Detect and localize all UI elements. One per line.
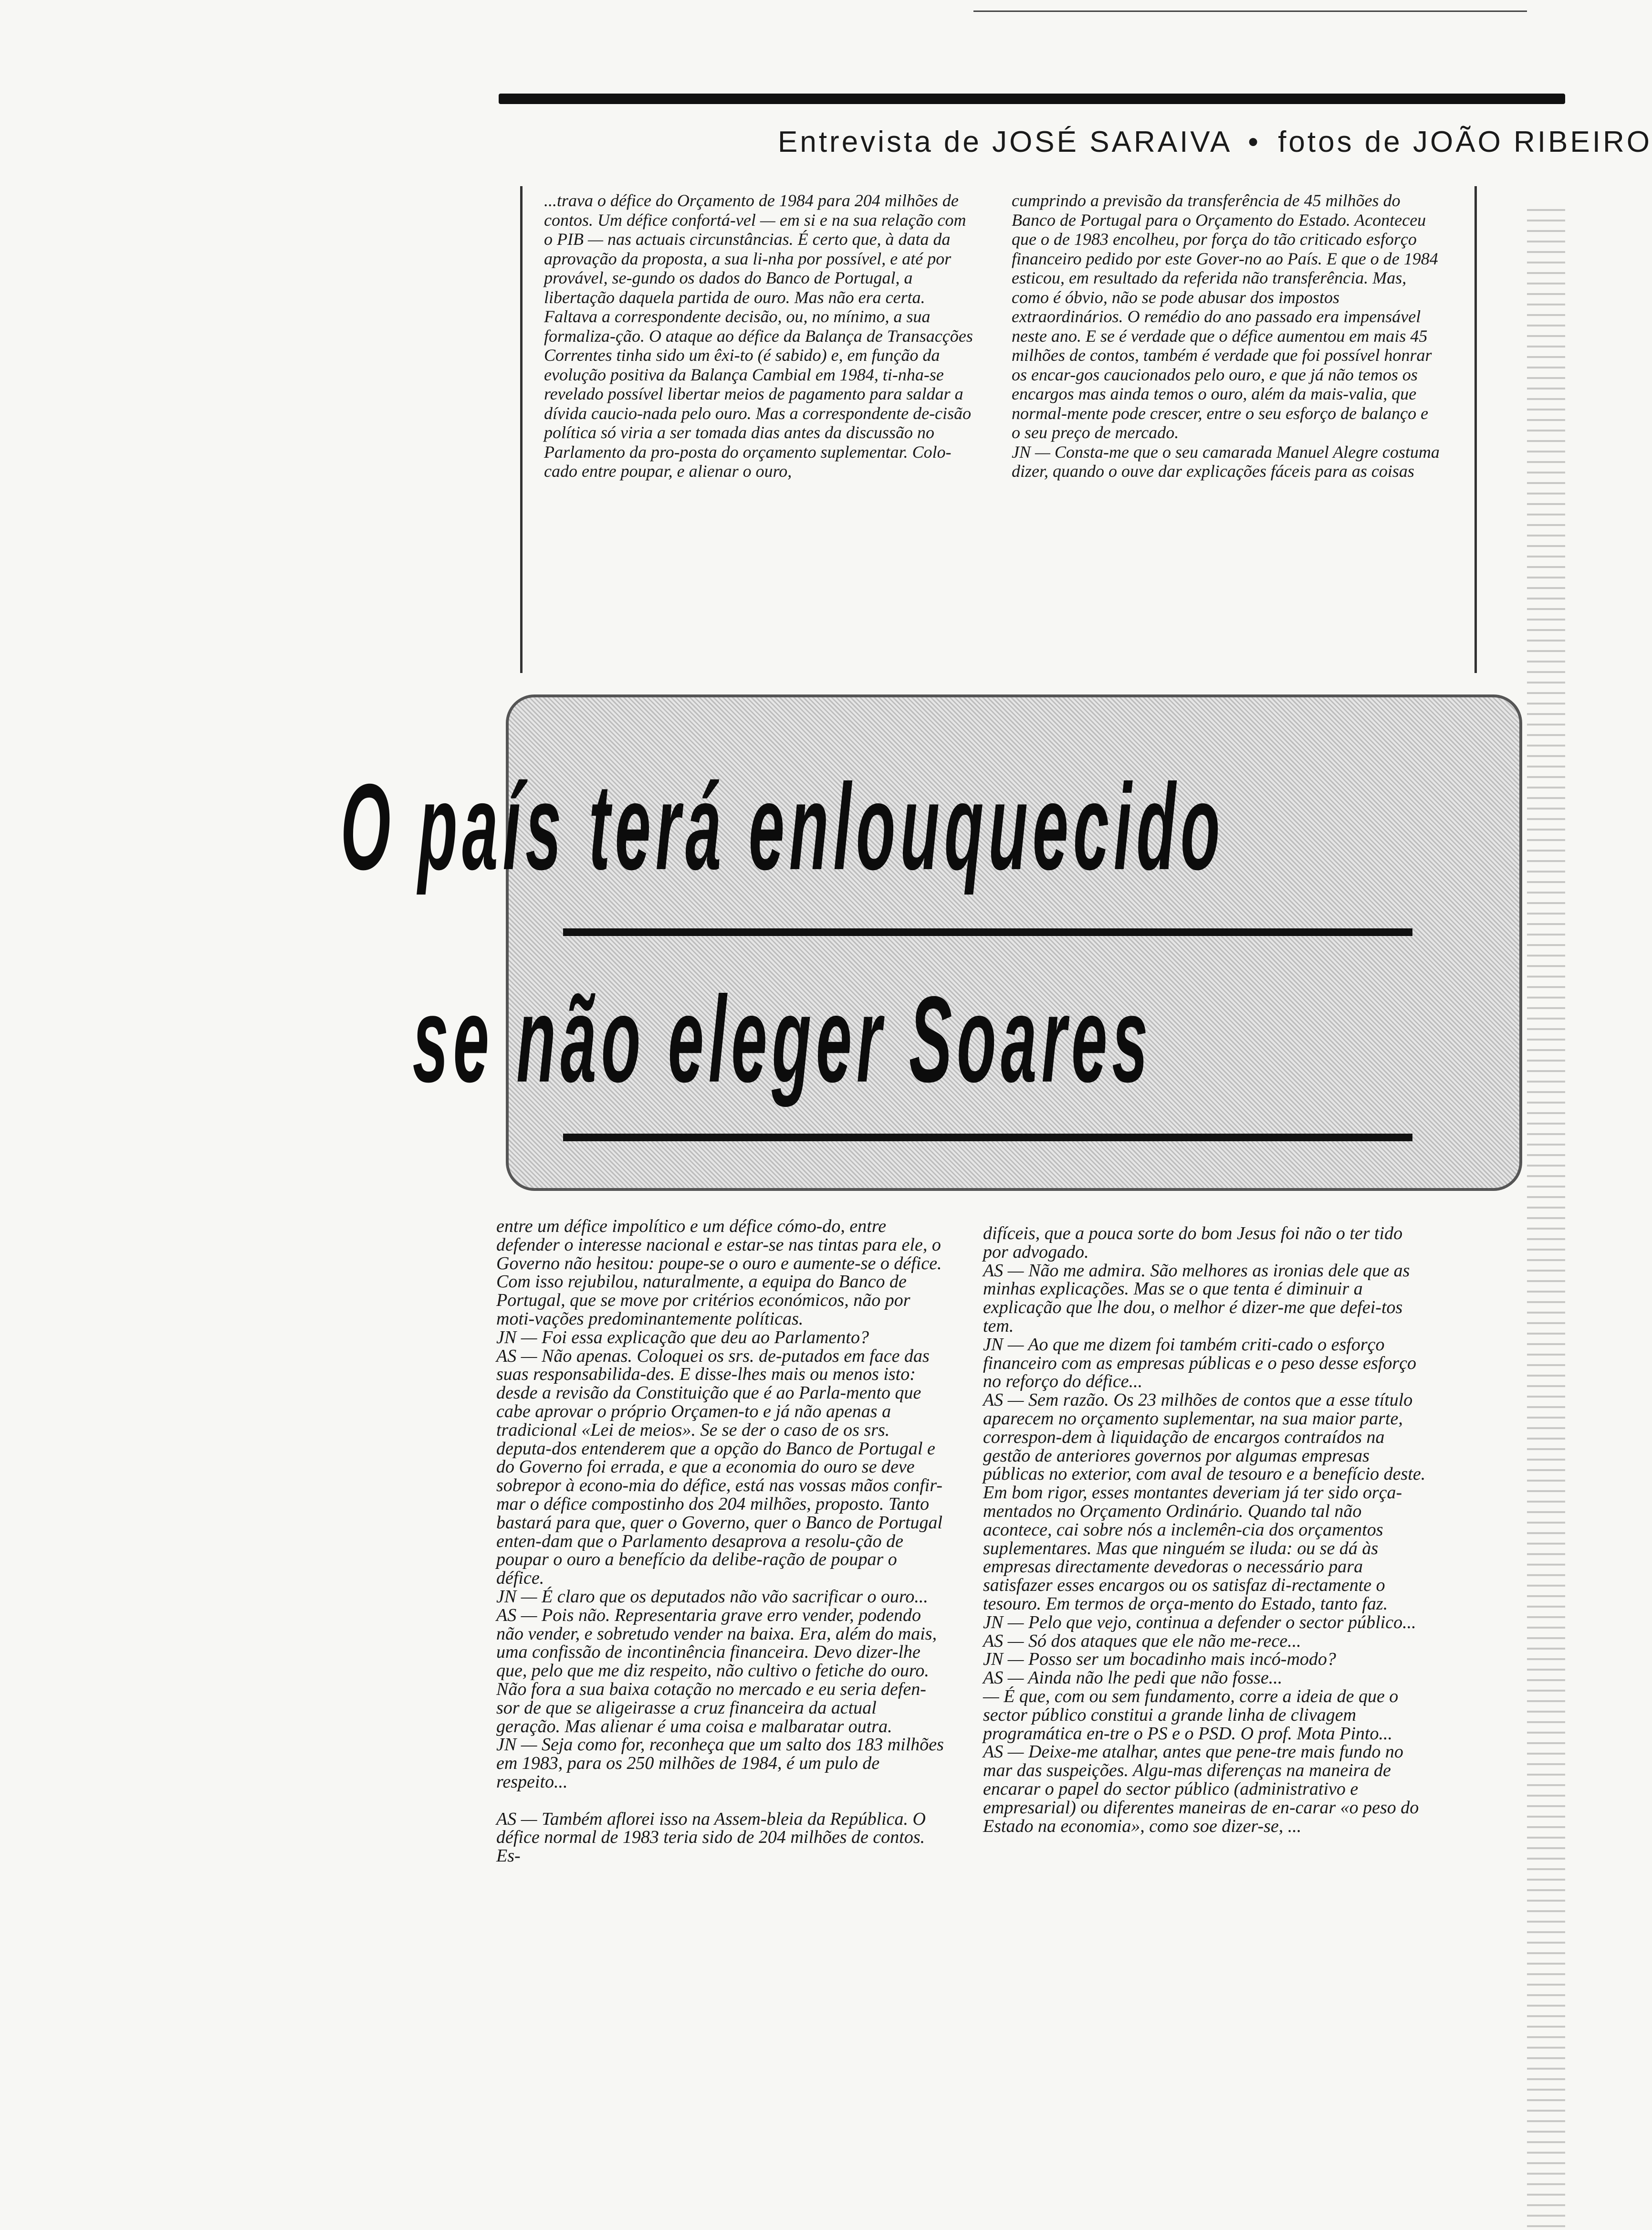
top-left-column: ...trava o défice do Orçamento de 1984 para 204 milhões de contos. Um défice confortá-vel — em si e na sua relação com o PIB — nas actuais circunstâncias. É certo que, à data da aprovação da proposta, a sua li-nha por possível, e até por provável, se-gundo os dados do Banco de Portugal, a libertação daquela partida de ouro. Mas não era certa. Faltava a correspondente decisão, ou, no mínimo, a sua formaliza-ção. O ataque ao défice da Balança de Transacções Correntes tinha sido um êxi-to (é sabido) e, em função da evolução positiva da Balança Cambial em 1984, ti-nha-se revelado possível libertar meios de pagamento para saldar a dívida caucio-nada pelo ouro. Mas a correspondente de-cisão política só viria a ser tomada dias antes da discussão no Parlamento da pro-posta do orçamento suplementar. Colo-cado entre poupar, e alienar o ouro,	[544, 191, 973, 481]
header-thick-rule	[499, 94, 1565, 104]
headline-divider-rule	[563, 928, 1412, 936]
bottom-left-column: entre um défice impolítico e um défice cómo-do, entre defender o interesse nacional e estar-se nas tintas para ele, o Governo não hesitou: poupe-se o ouro e aumente-se o défice. Com isso rejubilou, naturalmente, a equipa do Banco de Portugal, que se move por critérios económicos, não por moti-vações predominantemente políticas. JN — Foi essa explicação que deu ao Parlamento? AS — Não apenas. Coloquei os srs. de-putados em face das suas responsabilida-des. E disse-lhes mais ou menos isto: desde a revisão da Constituição que é ao Parla-mento que cabe aprovar o próprio Orçamen-to e já não apenas a tradicional «Lei de meios». Se se der o caso de os srs. deputa-dos entenderem que a opção do Banco de Portugal e do Governo foi errada, e que a economia do ouro se deve sobrepor à econo-mia do défice, está nas vossas mãos confir-mar o défice compostinho dos 204 milhões, proposto. Tanto bastará para que, quer o Governo, quer o Banco de Portugal enten-dam que o Parlamento desaprova a resolu-ção de poupar o ouro a benefício da delibe-ração de poupar o défice. JN — É claro que os deputados não vão sacrificar o ouro... AS — Pois não. Representaria grave erro vender, podendo não vender, e sobretudo vender na baixa. Era, além do mais, uma confissão de incontinência financeira. Devo dizer-lhe que, pelo que me diz respeito, não cultivo o fetiche do ouro. Não fora a sua baixa cotação no mercado e eu seria defen-sor de que se aligeirasse a cruz financeira da actual geração. Mas alienar é uma coisa e malbaratar outra. JN — Seja como for, reconheça que um salto dos 183 milhões em 1983, para os 250 milhões de 1984, é um pulo de respeito... AS — Também aflorei isso na Assem-bleia da República. O défice normal de 1983 teria sido de 204 milhões de contos. Es-	[496, 1216, 944, 1866]
byline-interview-credit: Entrevista de JOSÉ SARAIVA	[778, 126, 1231, 158]
byline	[778, 125, 1652, 159]
bottom-right-column: difíceis, que a pouca sorte do bom Jesus foi não o ter tido por advogado. AS — Não me admira. São melhores as ironias dele que as minhas explicações. Mas se o que tenta é diminuir a explicação que lhe dou, o melhor é dizer-me que defei-tos tem. JN — Ao que me dizem foi também criti-cado o esforço financeiro com as empresas públicas e o peso desse esforço no reforço do défice... AS — Sem razão. Os 23 milhões de contos que a esse título aparecem no orçamento suplementar, na sua maior parte, correspon-dem à liquidação de encargos contraídos na gestão de anteriores governos por algumas empresas públicas no exterior, com aval de tesouro e a benefício deste. Em bom rigor, esses montantes deveriam já ter sido orça-mentados no Orçamento Ordinário. Quando tal não acontece, cai sobre nós a inclemên-cia dos orçamentos suplementares. Mas que ninguém se iluda: ou se dá às empresas directamente devedoras o necessário para satisfazer esses encargos ou os satisfaz di-rectamente o tesouro. Em termos de orça-mento do Estado, tanto faz. JN — Pelo que vejo, continua a defender o sector público... AS — Só dos ataques que ele não me-rece... JN — Posso ser um bocadinho mais incó-modo? AS — Ainda não lhe pedi que não fosse... — É que, com ou sem fundamento, corre a ideia de que o sector público constitui a grande linha de clivagem programática en-tre o PS e o PSD. O prof. Mota Pinto... AS — Deixe-me atalhar, antes que pene-tre mais fundo no mar das suspeições. Algu-mas diferenças na maneira de encarar o papel do sector público (administrativo e empresarial) ou diferentes maneiras de en-carar «o peso do Estado na economia», como soe dizer-se, ...	[983, 1223, 1426, 1836]
headline-line-1: O país terá enlouquecido	[340, 758, 1225, 895]
top-hairline-rule	[973, 11, 1527, 12]
byline-separator: •	[1248, 126, 1261, 158]
byline-photo-credit: fotos de JOÃO RIBEIRO	[1278, 126, 1652, 158]
top-right-column: cumprindo a previsão da transferência de 45 milhões do Banco de Portugal para o Orçamento do Estado. Aconteceu que o de 1983 encolheu, por força do tão criticado esforço financeiro pedido por este Gover-no ao País. E que o de 1984 esticou, em resultado da referida não transferência. Mas, como é óbvio, não se pode abusar dos impostos extraordinários. O remédio do ano passado era impensável neste ano. E se é verdade que o défice aumentou em mais 45 milhões de contos, também é verdade que foi possível honrar os encar-gos caucionados pelo ouro, e que já não temos os encargos mas ainda temos o ouro, além da mais-valia, que normal-mente pode crescer, entre o seu esforço de balanço e o seu preço de mercado. JN — Consta-me que o seu camarada Manuel Alegre costuma dizer, quando o ouve dar explicações fáceis para as coisas	[1012, 191, 1440, 481]
headline-line-2: se não eleger Soares	[412, 971, 1153, 1108]
headline-bottom-rule	[563, 1134, 1412, 1141]
scanned-page-edge	[1527, 200, 1565, 2229]
